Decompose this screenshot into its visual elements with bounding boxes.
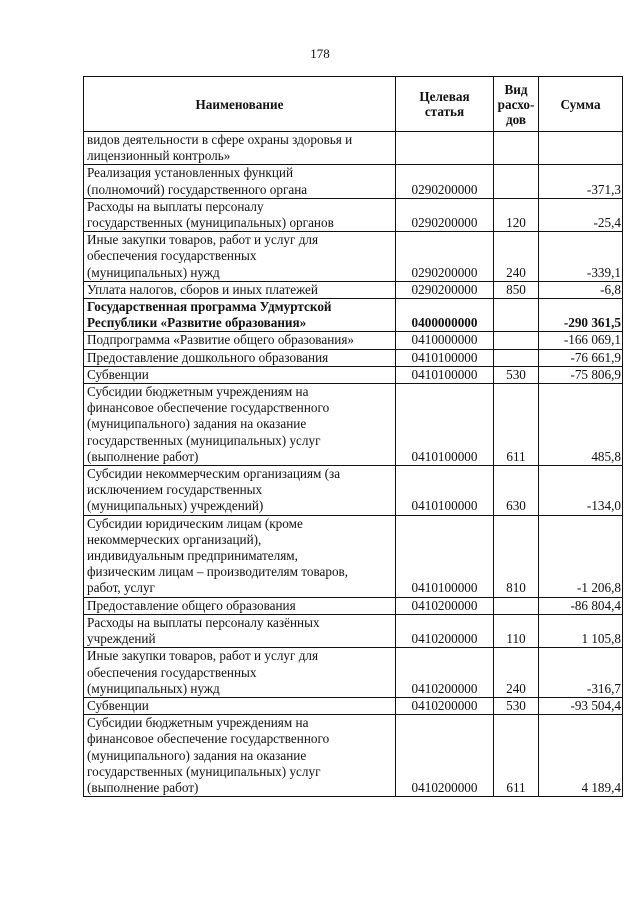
table-header-row <box>84 77 623 132</box>
table-row <box>84 366 623 383</box>
name-cell: Подпрограмма «Развитие общего образования» <box>84 332 396 349</box>
target-article-cell: 0410200000 <box>396 697 494 714</box>
sum-cell: -25,4 <box>539 198 623 231</box>
expense-type-cell: 810 <box>494 515 539 597</box>
expense-type-cell: 110 <box>494 614 539 647</box>
target-article-cell: 0410200000 <box>396 715 494 797</box>
target-article-cell: 0410100000 <box>396 515 494 597</box>
target-article-cell: 0410100000 <box>396 466 494 516</box>
target-article-cell: 0410200000 <box>396 597 494 614</box>
table-row <box>84 281 623 298</box>
target-article-cell <box>396 132 494 165</box>
expense-type-cell: 630 <box>494 466 539 516</box>
table-row <box>84 198 623 231</box>
target-article-cell: 0290200000 <box>396 232 494 282</box>
budget-table <box>83 76 623 797</box>
target-article-cell: 0400000000 <box>396 299 494 332</box>
expense-type-cell: 530 <box>494 697 539 714</box>
target-article-cell: 0410100000 <box>396 349 494 366</box>
name-cell: Государственная программа Удмуртской Республики «Развитие образования» <box>84 299 396 332</box>
table-row <box>84 697 623 714</box>
table-row <box>84 332 623 349</box>
table-body <box>84 132 623 797</box>
target-article-cell: 0290200000 <box>396 198 494 231</box>
name-cell: Субсидии юридическим лицам (кроме некоммерческих организаций), индивидуальным предпринимателям, физическим лицам – производителям товаров, работ, услуг <box>84 515 396 597</box>
name-cell: Расходы на выплаты персоналу казённых учреждений <box>84 614 396 647</box>
expense-type-cell: 611 <box>494 384 539 466</box>
sum-cell: -1 206,8 <box>539 515 623 597</box>
expense-type-cell <box>494 299 539 332</box>
sum-cell: 485,8 <box>539 384 623 466</box>
name-cell: Субвенции <box>84 697 396 714</box>
name-cell: Предоставление общего образования <box>84 597 396 614</box>
name-cell: Иные закупки товаров, работ и услуг для обеспечения государственных (муниципальных) нужд <box>84 648 396 698</box>
sum-cell: -134,0 <box>539 466 623 516</box>
table-row <box>84 466 623 516</box>
name-cell: Субсидии бюджетным учреждениям на финансовое обеспечение государственного (муниципального) задания на оказание государственных (муниципальных) услуг (выполнение работ) <box>84 384 396 466</box>
table-row <box>84 384 623 466</box>
name-cell: Предоставление дошкольного образования <box>84 349 396 366</box>
sum-cell <box>539 132 623 165</box>
name-cell: Иные закупки товаров, работ и услуг для обеспечения государственных (муниципальных) нужд <box>84 232 396 282</box>
target-article-cell: 0410200000 <box>396 614 494 647</box>
sum-cell: -6,8 <box>539 281 623 298</box>
expense-type-cell <box>494 597 539 614</box>
name-cell: Расходы на выплаты персоналу государственных (муниципальных) органов <box>84 198 396 231</box>
table-row <box>84 515 623 597</box>
page-number: 178 <box>310 46 330 61</box>
table-row <box>84 165 623 198</box>
name-cell: Субсидии бюджетным учреждениям на финансовое обеспечение государственного (муниципального) задания на оказание государственных (муниципальных) услуг (выполнение работ) <box>84 715 396 797</box>
expense-type-cell <box>494 349 539 366</box>
sum-cell: -86 804,4 <box>539 597 623 614</box>
expense-type-cell: 530 <box>494 366 539 383</box>
expense-type-cell: 240 <box>494 648 539 698</box>
sum-cell: -371,3 <box>539 165 623 198</box>
header-expense-type: Вид расхо- дов <box>494 77 539 132</box>
header-name: Наименование <box>84 77 396 132</box>
name-cell: видов деятельности в сфере охраны здоровья и лицензионный контроль» <box>84 132 396 165</box>
header-target-article: Целевая статья <box>396 77 494 132</box>
table-row <box>84 349 623 366</box>
table-row <box>84 597 623 614</box>
name-cell: Субсидии некоммерческим организациям (за исключением государственных (муниципальных) учреждений) <box>84 466 396 516</box>
table-row <box>84 299 623 332</box>
table-row <box>84 648 623 698</box>
sum-cell: 4 189,4 <box>539 715 623 797</box>
expense-type-cell <box>494 165 539 198</box>
target-article-cell: 0410000000 <box>396 332 494 349</box>
sum-cell: -339,1 <box>539 232 623 282</box>
expense-type-cell: 611 <box>494 715 539 797</box>
expense-type-cell: 120 <box>494 198 539 231</box>
expense-type-cell <box>494 332 539 349</box>
target-article-cell: 0290200000 <box>396 281 494 298</box>
sum-cell: 1 105,8 <box>539 614 623 647</box>
name-cell: Реализация установленных функций (полномочий) государственного органа <box>84 165 396 198</box>
header-sum: Сумма <box>539 77 623 132</box>
table-row <box>84 614 623 647</box>
sum-cell: -290 361,5 <box>539 299 623 332</box>
sum-cell: -166 069,1 <box>539 332 623 349</box>
sum-cell: -93 504,4 <box>539 697 623 714</box>
table-row <box>84 232 623 282</box>
expense-type-cell: 240 <box>494 232 539 282</box>
table-row <box>84 715 623 797</box>
target-article-cell: 0410100000 <box>396 384 494 466</box>
target-article-cell: 0290200000 <box>396 165 494 198</box>
sum-cell: -75 806,9 <box>539 366 623 383</box>
target-article-cell: 0410200000 <box>396 648 494 698</box>
expense-type-cell: 850 <box>494 281 539 298</box>
table-row <box>84 132 623 165</box>
name-cell: Уплата налогов, сборов и иных платежей <box>84 281 396 298</box>
sum-cell: -76 661,9 <box>539 349 623 366</box>
sum-cell: -316,7 <box>539 648 623 698</box>
target-article-cell: 0410100000 <box>396 366 494 383</box>
name-cell: Субвенции <box>84 366 396 383</box>
expense-type-cell <box>494 132 539 165</box>
